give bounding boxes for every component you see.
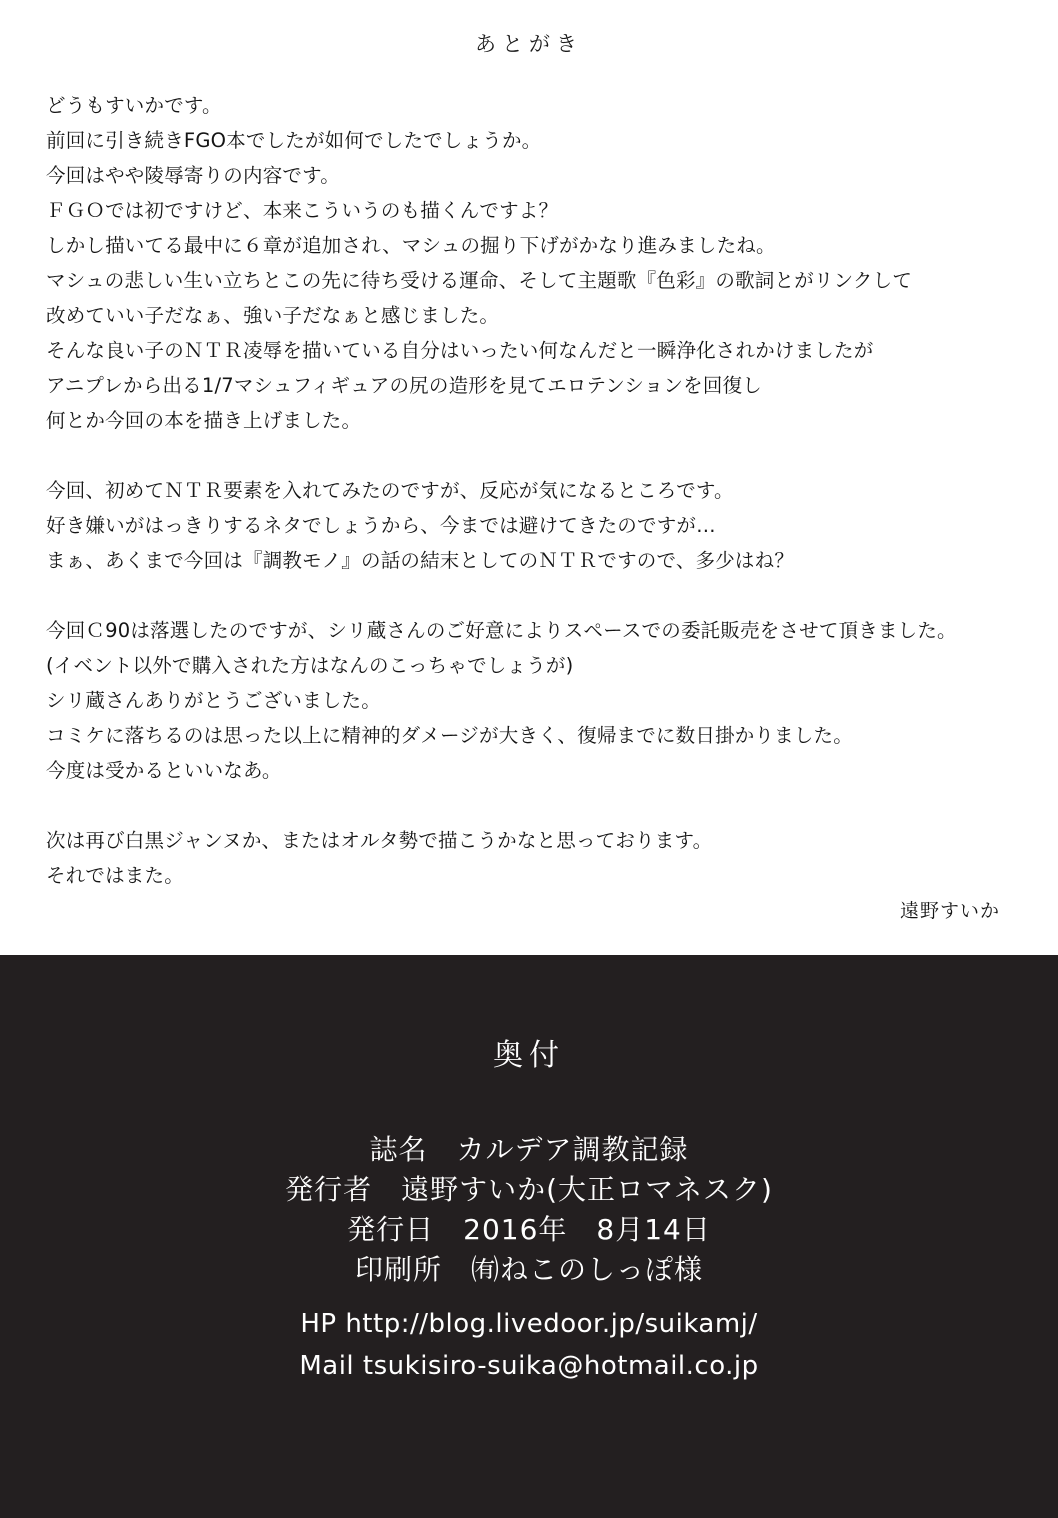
colophon-contact bbox=[0, 1303, 1058, 1387]
colophon-entries bbox=[0, 1130, 1058, 1290]
afterword-line: 今回、初めてＮＴＲ要素を入れてみたのですが、反応が気になるところです。 bbox=[46, 479, 734, 502]
afterword-line: 改めていい子だなぁ、強い子だなぁと感じました。 bbox=[46, 304, 500, 327]
afterword-line: 今度は受かるといいなあ。 bbox=[46, 759, 282, 782]
author-signature: 遠野すいか bbox=[899, 900, 1000, 922]
afterword-line: 次は再び白黒ジャンヌか、またはオルタ勢で描こうかなと思っております。 bbox=[46, 829, 713, 852]
afterword-line: 今回はやや陵辱寄りの内容です。 bbox=[46, 164, 340, 187]
afterword-line: シリ蔵さんありがとうございました。 bbox=[46, 689, 381, 712]
colophon-entry-title: 誌名 カルデア調教記録 bbox=[369, 1133, 689, 1166]
afterword-line: 何とか今回の本を描き上げました。 bbox=[46, 409, 362, 432]
afterword-line: マシュの悲しい生い立ちとこの先に待ち受ける運命、そして主題歌『色彩』の歌詞とがリンクして bbox=[46, 269, 913, 292]
afterword-heading: あとがき bbox=[475, 32, 583, 56]
colophon-heading: 奥付 bbox=[493, 1038, 565, 1073]
afterword-line: 前回に引き続きFGO本でしたが如何でしたでしょうか。 bbox=[46, 129, 542, 152]
afterword-line: それではまた。 bbox=[46, 864, 184, 887]
paragraph-spacer bbox=[46, 788, 1006, 823]
homepage-url[interactable]: HP http://blog.livedoor.jp/suikamj/ bbox=[300, 1309, 758, 1339]
colophon-entry-date: 発行日 2016年 8月14日 bbox=[347, 1213, 711, 1246]
colophon-section bbox=[0, 955, 1058, 1518]
afterword-line: アニプレから出る1/7マシュフィギュアの尻の造形を見てエロテンションを回復し bbox=[46, 374, 762, 397]
paragraph-spacer bbox=[46, 578, 1006, 613]
afterword-line: しかし描いてる最中に６章が追加され、マシュの掘り下げがかなり進みましたね。 bbox=[46, 234, 776, 257]
colophon-entry-printer: 印刷所 ㈲ねこのしっぽ様 bbox=[354, 1253, 703, 1286]
afterword-line: 好き嫌いがはっきりするネタでしょうから、今までは避けてきたのですが… bbox=[46, 514, 716, 537]
afterword-line: どうもすいかです。 bbox=[46, 94, 222, 117]
afterword-line: ＦＧＯでは初ですけど、本来こういうのも描くんですよ？ bbox=[46, 199, 559, 222]
afterword-line: (イベント以外で購入された方はなんのこっちゃでしょうが) bbox=[46, 654, 574, 677]
afterword-line: コミケに落ちるのは思った以上に精神的ダメージが大きく、復帰までに数日掛かりました。 bbox=[46, 724, 853, 747]
afterword-line: 今回Ｃ90は落選したのですが、シリ蔵さんのご好意によりスペースでの委託販売をさせて頂きました。 bbox=[46, 619, 957, 642]
colophon-entry-publisher: 発行者 遠野すいか(大正ロマネスク) bbox=[285, 1173, 773, 1206]
afterword-body bbox=[46, 88, 1006, 893]
mail-address[interactable]: Mail tsukisiro-suika@hotmail.co.jp bbox=[299, 1351, 759, 1381]
afterword-line: まぁ、あくまで今回は『調教モノ』の話の結末としてのＮＴＲですので、多少はね？ bbox=[46, 549, 795, 572]
afterword-line: そんな良い子のＮＴＲ凌辱を描いている自分はいったい何なんだと一瞬浄化されかけましたが bbox=[46, 339, 874, 362]
paragraph-spacer bbox=[46, 438, 1006, 473]
